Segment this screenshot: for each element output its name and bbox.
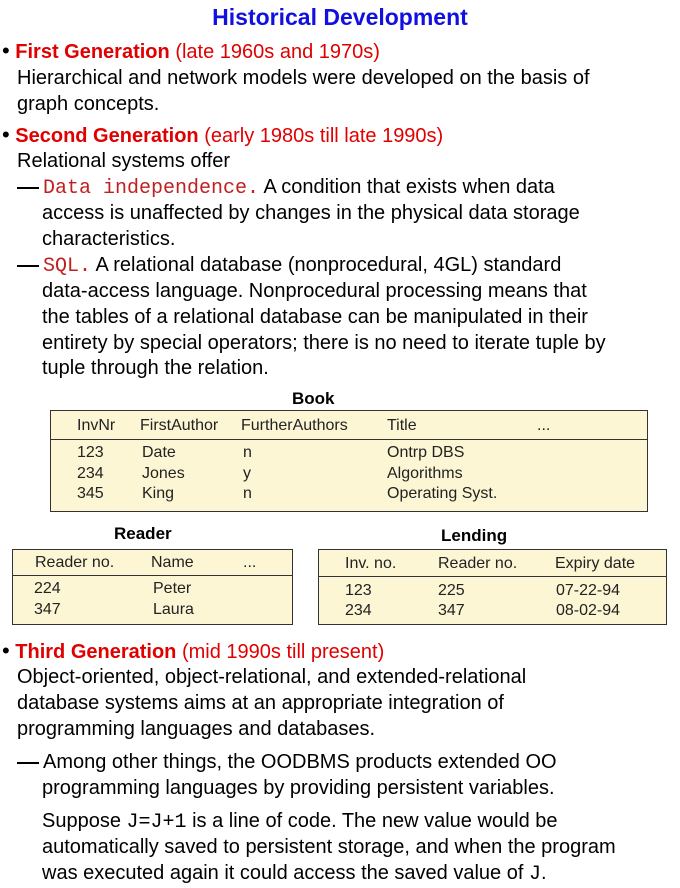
- suppose-text-2: automatically saved to persistent storage, and when the program: [42, 836, 616, 858]
- table-header-divider: [51, 439, 647, 440]
- page-title: Historical Development: [212, 4, 468, 30]
- data-independence-line: [17, 174, 555, 202]
- sql-text-1: A relational database (nonprocedural, 4GL) standard: [95, 254, 562, 276]
- table-cell: n: [243, 485, 252, 502]
- lending-header-readerno: Reader no.: [438, 555, 518, 572]
- gen1-text-1: Hierarchical and network models were developed on the basis of: [17, 67, 590, 89]
- table-cell: 347: [34, 601, 61, 618]
- book-header-furtherauthors: FurtherAuthors: [241, 417, 348, 434]
- dash-marker: [17, 265, 39, 267]
- book-header-more: ...: [537, 417, 551, 434]
- table-cell: Ontrp DBS: [387, 444, 465, 461]
- lending-table-label: Lending: [441, 526, 508, 545]
- gen3-heading-line: [2, 638, 384, 665]
- book-header-invnr: InvNr: [77, 417, 116, 434]
- data-independence-text-1: A condition that exists when data: [263, 176, 555, 198]
- table-cell: 123: [77, 444, 104, 461]
- table-cell: King: [142, 485, 175, 502]
- table-header-divider: [319, 576, 666, 577]
- table-cell: 123: [345, 582, 372, 599]
- table-cell: n: [243, 444, 252, 461]
- reader-header-name: Name: [151, 554, 194, 571]
- suppose-text-3: [42, 860, 547, 888]
- bullet: •: [2, 638, 10, 663]
- gen2-intro: Relational systems offer: [17, 150, 231, 172]
- table-cell: 234: [77, 465, 104, 482]
- table-cell: y: [243, 465, 251, 482]
- gen1-heading: First Generation: [15, 41, 170, 63]
- table-header-divider: [13, 575, 292, 576]
- suppose-suffix: is a line of code. The new value would be: [192, 810, 558, 832]
- table-cell: Algorithms: [387, 465, 463, 482]
- gen2-heading: Second Generation: [15, 125, 199, 147]
- gen2-period: (early 1980s till late 1990s): [204, 125, 444, 147]
- gen3-text-2: database systems aims at an appropriate integration of: [17, 692, 504, 714]
- gen3-text-3: programming languages and databases.: [17, 718, 376, 740]
- gen1-text-2: graph concepts.: [17, 93, 160, 115]
- reader-header-readerno: Reader no.: [35, 554, 115, 571]
- table-cell: Operating Syst.: [387, 485, 498, 502]
- table-cell: 224: [34, 580, 61, 597]
- suppose-text-3-body: was executed again it could access the saved value of: [42, 862, 524, 884]
- table-cell: Jones: [142, 465, 185, 482]
- data-independence-text-2: access is unaffected by changes in the physical data storage: [42, 202, 580, 224]
- table-cell: 225: [438, 582, 465, 599]
- sql-text-4: entirety by special operators; there is no need to iterate tuple by: [42, 332, 606, 354]
- sql-term: SQL.: [43, 255, 92, 278]
- gen3-period: (mid 1990s till present): [181, 641, 385, 663]
- sql-line: [17, 252, 561, 280]
- table-cell: 08-02-94: [556, 602, 621, 619]
- data-independence-term: Data independence.: [43, 177, 260, 200]
- oodbms-line: [17, 749, 557, 775]
- table-cell: 345: [77, 485, 104, 502]
- reader-table: [12, 549, 293, 625]
- sql-text-5: tuple through the relation.: [42, 357, 269, 379]
- gen3-text-1: Object-oriented, object-relational, and extended-relational: [17, 666, 527, 688]
- bullet: •: [2, 38, 10, 63]
- data-independence-text-3: characteristics.: [42, 228, 176, 250]
- suppose-prefix: Suppose: [42, 810, 121, 832]
- suppose-line: [42, 808, 558, 836]
- gen3-heading: Third Generation: [15, 641, 177, 663]
- book-header-firstauthor: FirstAuthor: [140, 417, 219, 434]
- table-cell: 07-22-94: [556, 582, 621, 599]
- bullet: •: [2, 122, 10, 147]
- sql-text-3: the tables of a relational database can be manipulated in their: [42, 306, 588, 328]
- lending-header-invno: Inv. no.: [345, 555, 397, 572]
- dash-marker: [17, 187, 39, 189]
- table-cell: Date: [142, 444, 176, 461]
- book-header-title: Title: [387, 417, 417, 434]
- end-punctuation: .: [540, 862, 547, 884]
- table-cell: Peter: [153, 580, 192, 597]
- table-cell: 234: [345, 602, 372, 619]
- oodbms-text-1: Among other things, the OODBMS products extended OO: [43, 751, 557, 773]
- book-table-label: Book: [292, 389, 335, 408]
- dash-marker: [17, 762, 39, 764]
- gen2-heading-line: [2, 122, 443, 149]
- oodbms-text-2: programming languages by providing persistent variables.: [42, 777, 555, 799]
- lending-table: [318, 549, 667, 625]
- table-cell: Laura: [153, 601, 194, 618]
- code-snippet: J=J+1: [126, 811, 187, 834]
- code-variable: J: [528, 863, 541, 886]
- reader-table-label: Reader: [114, 524, 172, 543]
- gen1-period: (late 1960s and 1970s): [175, 41, 380, 63]
- book-table: [50, 410, 648, 512]
- lending-header-expiry: Expiry date: [555, 555, 636, 572]
- reader-header-more: ...: [243, 554, 257, 571]
- sql-text-2: data-access language. Nonprocedural processing means that: [42, 280, 587, 302]
- gen1-heading-line: [2, 38, 380, 65]
- table-cell: 347: [438, 602, 465, 619]
